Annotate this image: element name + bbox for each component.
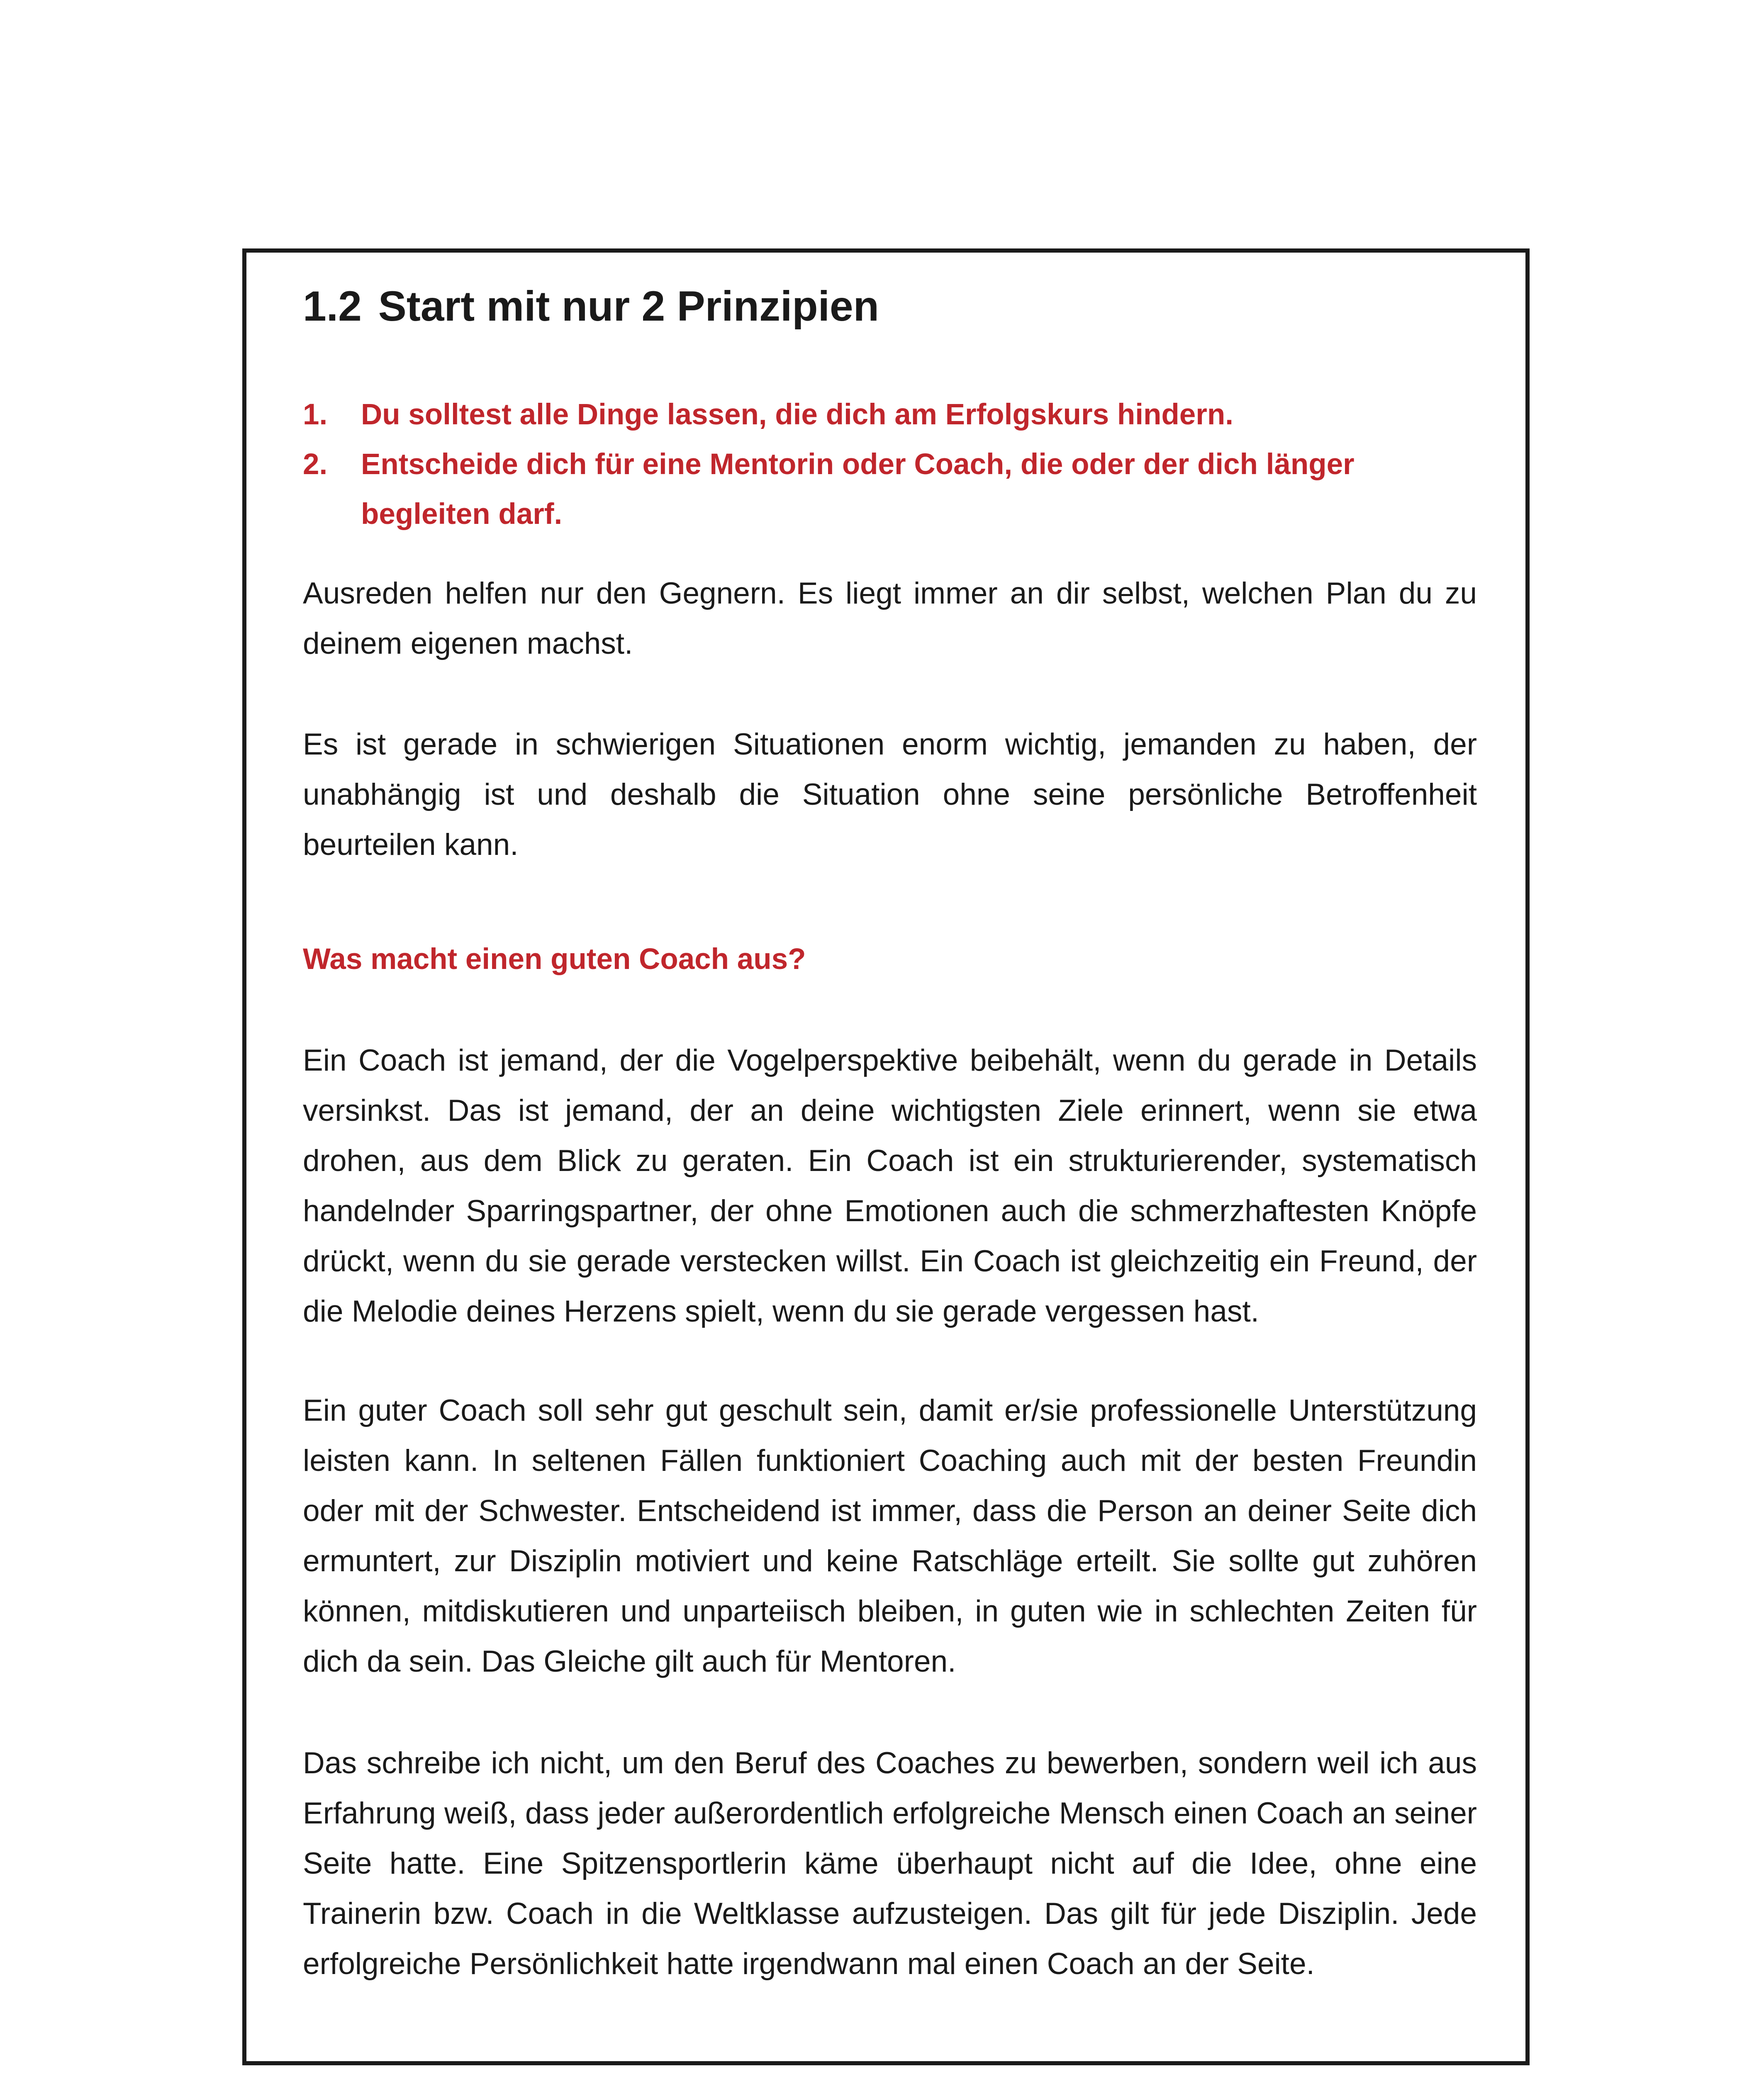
section-title: Start mit nur 2 Prinzipien [378, 282, 879, 330]
paragraph-independent: Es ist gerade in schwierigen Situationen enorm wichtig, jemanden zu haben, der unabhängig ist und deshalb die Situation ohne seine persönliche Betroffenheit beurteilen kann. [303, 728, 1477, 862]
subheading-good-coach: Was macht einen guten Coach aus? [303, 943, 806, 976]
section-heading [303, 277, 879, 335]
principle-text: Du solltest alle Dinge lassen, die dich am Erfolgskurs hindern. [361, 398, 1233, 431]
principle-number: 2. [303, 448, 328, 481]
principle-item [303, 390, 1477, 440]
paragraph-coach-experience: Das schreibe ich nicht, um den Beruf des Coaches zu bewerben, sondern weil ich aus Erfahrung weiß, dass jeder außerordentlich erfolgreiche Mensch einen Coach an seiner Seite hatte. Eine Spitzensportlerin käme überhaupt nicht auf die Idee, ohne eine Trainerin bzw. Coach in die Weltklasse aufzusteigen. Das gilt für jede Disziplin. Jede erfolgreiche Persönlichkeit hatte irgendwann mal einen Coach an der Seite. [303, 1746, 1477, 1981]
section-number: 1.2 [303, 282, 362, 330]
principle-number: 1. [303, 398, 328, 431]
principle-item [303, 440, 1477, 539]
paragraph-coach-definition: Ein Coach ist jemand, der die Vogelperspektive beibehält, wenn du gerade in Details versinkst. Das ist jemand, der an deine wichtigsten Ziele erinnert, wenn sie etwa drohen, aus dem Blick zu geraten. Ein Coach ist ein strukturierender, systematisch handelnder Sparringspartner, der ohne Emotionen auch die schmerzhaftesten Knöpfe drückt, wenn du sie gerade verstecken willst. Ein Coach ist gleichzeitig ein Freund, der die Melodie deines Herzens spielt, wenn du sie gerade vergessen hast. [303, 1044, 1477, 1328]
paragraph-coach-training: Ein guter Coach soll sehr gut geschult sein, damit er/sie professionelle Unterstützung leisten kann. In seltenen Fällen funktioniert Coaching auch mit der besten Freundin oder mit der Schwester. Entscheidend ist immer, dass die Person an deiner Seite dich ermuntert, zur Disziplin motiviert und keine Ratschläge erteilt. Sie sollte gut zuhören können, mitdiskutieren und unparteiisch bleiben, in guten wie in schlechten Zeiten für dich da sein. Das Gleiche gilt auch für Mentoren. [303, 1394, 1477, 1678]
principles-list [303, 390, 1477, 539]
principle-text: Entscheide dich für eine Mentorin oder Coach, die oder der dich länger begleiten darf. [361, 448, 1355, 531]
paragraph-excuses: Ausreden helfen nur den Gegnern. Es liegt immer an dir selbst, welchen Plan du zu deinem eigenen machst. [303, 577, 1477, 660]
